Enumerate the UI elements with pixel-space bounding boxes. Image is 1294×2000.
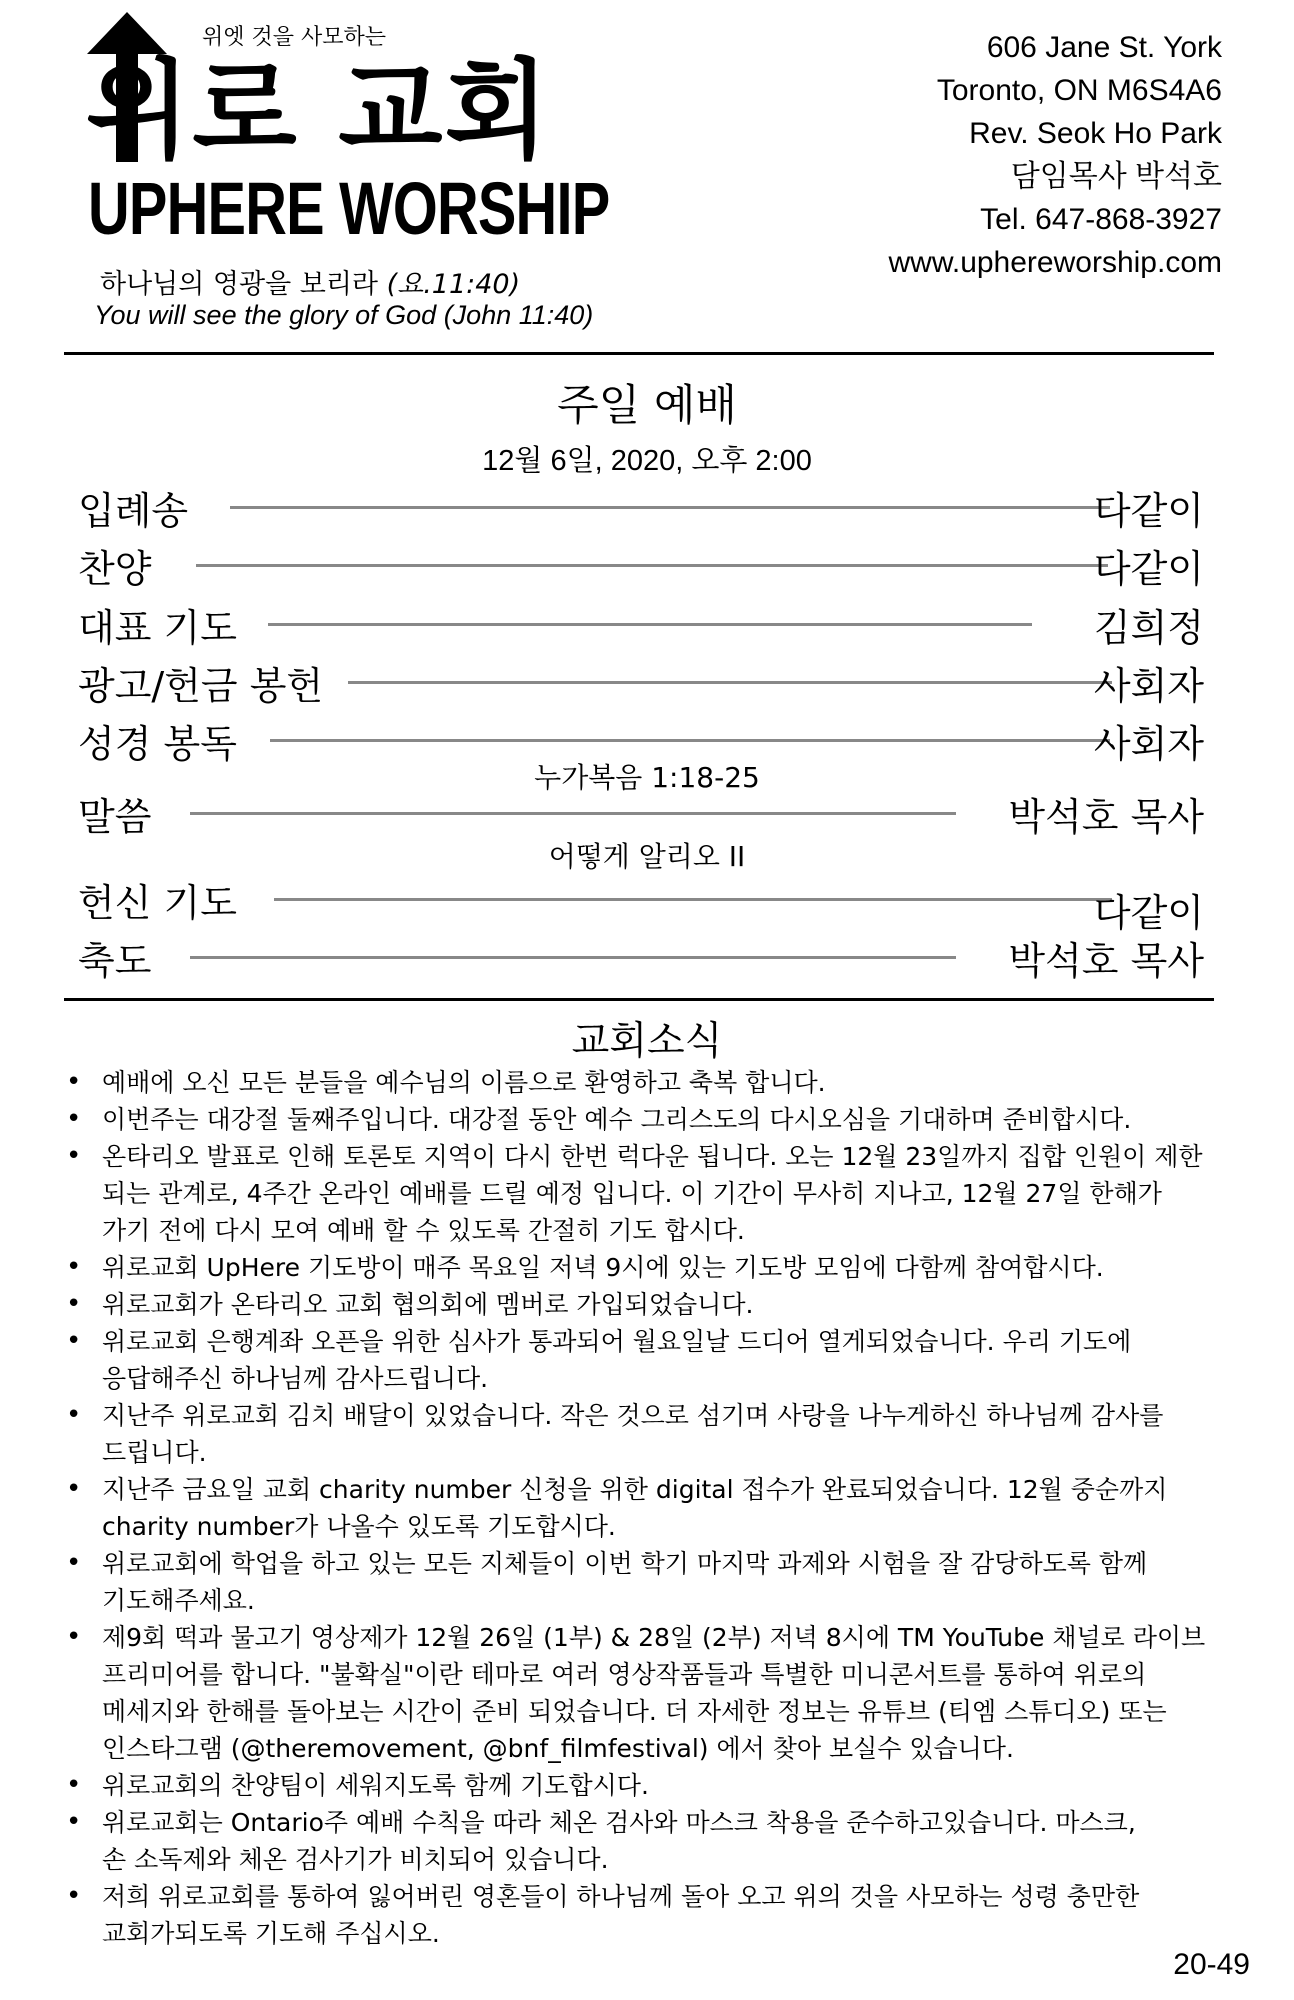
church-tagline: 위엣 것을 사모하는 [202,25,387,50]
dotted-leader-line [348,681,1112,684]
order-label: 찬양 [78,547,152,591]
scripture-reference: 누가복음 1:18-25 [534,761,760,794]
order-label: 광고/헌금 봉헌 [78,664,324,708]
website-link[interactable]: www.uphereworship.com [888,246,1222,279]
order-row-dedication-prayer [78,872,1204,935]
order-role: 김희정 [1093,606,1204,650]
dotted-leader-line [268,623,1032,626]
news-item: • 위로교회 UpHere 기도방이 매주 목요일 저녁 9시에 있는 기도방 모임에 다함께 참여합시다. [64,1249,1254,1286]
dotted-leader-line [230,506,1110,509]
service-divider [64,998,1214,1001]
dotted-leader-line [196,564,1108,567]
news-item: • 저희 위로교회를 통하여 잃어버린 영혼들이 하나님께 돌아 오고 위의 것을 사모하는 성령 충만한 교회가되도록 기도해 주십시오. [64,1878,1254,1952]
header-divider [64,352,1214,355]
bulletin-number: 20-49 [1173,1948,1250,1981]
order-row-praise [78,538,1204,590]
address-line-2: Toronto, ON M6S4A6 [936,74,1222,107]
order-label: 대표 기도 [78,606,237,650]
news-item: • 지난주 위로교회 김치 배달이 있었습니다. 작은 것으로 섬기며 사랑을 나누게하신 하나님께 감사를 드립니다. [64,1397,1254,1471]
church-logo-korean: 위로 교회 [86,49,551,174]
order-role: 다같이 [1093,547,1204,591]
order-role: 사회자 [1093,664,1204,708]
order-row-sermon [78,786,1204,838]
order-label: 축도 [78,939,152,983]
service-date: 12월 6일, 2020, 오후 2:00 [482,445,812,477]
order-role: 박석호 목사 [1008,795,1204,839]
pastor-name-english: Rev. Seok Ho Park [969,117,1222,150]
news-item: • 이번주는 대강절 둘째주입니다. 대강절 동안 예수 그리스도의 다시오심을 기대하며 준비합시다. [64,1101,1254,1138]
news-item: • 지난주 금요일 교회 charity number 신청을 위한 digital 접수가 완료되었습니다. 12월 중순까지 charity number가 나올수 있도록 기도합시다. [64,1471,1254,1545]
news-item: • 위로교회가 온타리오 교회 협의회에 멤버로 가입되었습니다. [64,1286,1254,1323]
dotted-leader-line [190,812,956,815]
service-title: 주일 예배 [557,381,737,431]
order-label: 성경 봉독 [78,722,237,766]
news-item: • 위로교회에 학업을 하고 있는 모든 지체들이 이번 학기 마지막 과제와 시험을 잘 감당하도록 함께 기도해주세요. [64,1545,1254,1619]
sermon-title: 어떻게 알리오 II [548,840,746,873]
order-role: 박석호 목사 [1008,939,1204,983]
theme-verse-korean-ref: (요.11:40) [386,269,521,300]
dotted-leader-line [190,956,956,959]
order-label: 헌신 기도 [78,881,237,925]
dotted-leader-line [274,898,1112,901]
news-item: • 위로교회의 찬양팀이 세워지도록 함께 기도합시다. [64,1767,1254,1804]
order-role: 사회자 [1093,722,1204,766]
pastor-name-korean: 담임목사 박석호 [1010,160,1222,193]
order-row-representative-prayer [78,597,1204,649]
order-row-opening-song [78,480,1204,532]
theme-verse-english: You will see the glory of God (John 11:40) [94,300,594,330]
theme-verse-korean-text: 하나님의 영광을 보리라 [100,269,378,300]
order-label: 입례송 [78,489,189,533]
news-item: • 위로교회는 Ontario주 예배 수칙을 따라 체온 검사와 마스크 착용을 준수하고있습니다. 마스크, 손 소독제와 체온 검사기가 비치되어 있습니다. [64,1804,1254,1878]
order-row-announcements-offering [78,655,1204,707]
order-label: 말씀 [78,795,152,839]
dotted-leader-line [270,739,1110,742]
order-role: 다같이 [1093,489,1204,533]
news-list [64,1064,1254,1952]
news-title: 교회소식 [571,1019,723,1064]
news-item: • 온타리오 발표로 인해 토론토 지역이 다시 한번 럭다운 됩니다. 오는 12월 23일까지 집합 인원이 제한 되는 관계로, 4주간 온라인 예배를 드릴 예정 입니다. 이 기간이 무사히 지나고, 12월 27일 한해가 가기 전에 다시 모여 예배 할 수 있도록 간절히 기도 합시다. [64,1138,1254,1249]
theme-verse-korean [100,262,520,301]
phone-number: Tel. 647-868-3927 [980,203,1222,236]
news-item: • 위로교회 은행계좌 오픈을 위한 심사가 통과되어 월요일날 드디어 열게되었습니다. 우리 기도에 응답해주신 하나님께 감사드립니다. [64,1323,1254,1397]
news-item: • 예배에 오신 모든 분들을 예수님의 이름으로 환영하고 축복 합니다. [64,1064,1254,1101]
order-row-benediction [78,930,1204,982]
news-item: • 제9회 떡과 물고기 영상제가 12월 26일 (1부) & 28일 (2부) 저녁 8시에 TM YouTube 채널로 라이브 프리미어를 합니다. "불확실"이란 테마로 여러 영상작품들과 특별한 미니콘서트를 통하여 위로의 메세지와 한해를 돌아보는 시간이 준비 되었습니다. 더 자세한 정보는 유튜브 (티엠 스튜디오) 또는 인스타그램 (@theremovement, @bnf_filmfestival) 에서 찾아 보실수 있습니다. [64,1619,1254,1767]
church-logo-english: UPHERE WORSHIP [88,167,610,250]
address-line-1: 606 Jane St. York [986,31,1222,64]
order-role: 다같이 [1093,891,1204,935]
contact-info [889,26,1222,284]
